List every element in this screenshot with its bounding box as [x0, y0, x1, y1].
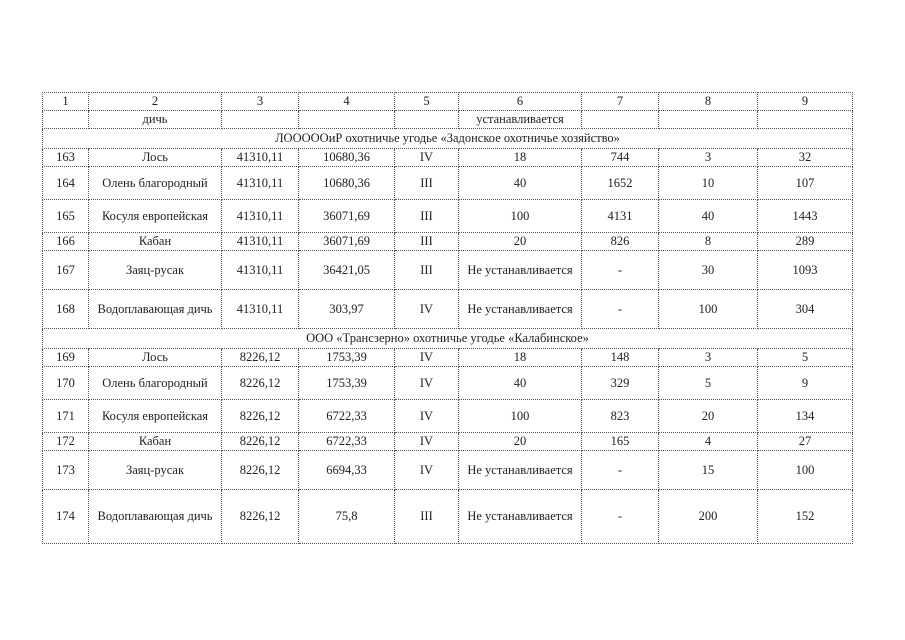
- table-cell: 1753,39: [299, 349, 395, 367]
- table-cell: 1093: [758, 251, 853, 290]
- table-cell: [659, 111, 758, 129]
- table-row: [43, 233, 853, 251]
- column-number: 1: [43, 93, 89, 111]
- column-number: 8: [659, 93, 758, 111]
- table-cell: 8226,12: [222, 433, 299, 451]
- row-number: 163: [43, 149, 89, 167]
- species-name: Лось: [89, 149, 222, 167]
- table-row: [43, 149, 853, 167]
- table-cell: 100: [758, 451, 853, 490]
- table-cell: [758, 111, 853, 129]
- table-cell: III: [395, 251, 459, 290]
- table-cell: 107: [758, 167, 853, 200]
- table-cell: [299, 111, 395, 129]
- table-cell: 165: [582, 433, 659, 451]
- table-cell: 15: [659, 451, 758, 490]
- section-header-row: [43, 129, 853, 149]
- table-cell: Не устанавливается: [459, 451, 582, 490]
- table-cell: III: [395, 167, 459, 200]
- table-cell: 10680,36: [299, 167, 395, 200]
- table-cell: 152: [758, 490, 853, 544]
- table-cell: IV: [395, 290, 459, 329]
- table-cell: 289: [758, 233, 853, 251]
- table-cell: -: [582, 490, 659, 544]
- table-row: [43, 200, 853, 233]
- table-cell: 20: [659, 400, 758, 433]
- table-cell: -: [582, 451, 659, 490]
- species-name: Заяц-русак: [89, 251, 222, 290]
- row-number: 172: [43, 433, 89, 451]
- column-number: 4: [299, 93, 395, 111]
- species-name: Косуля европейская: [89, 200, 222, 233]
- table-cell: 8226,12: [222, 400, 299, 433]
- table-cell: IV: [395, 451, 459, 490]
- table-cell: III: [395, 200, 459, 233]
- table-cell: 823: [582, 400, 659, 433]
- table-cell: 36071,69: [299, 233, 395, 251]
- table-cell: -: [582, 251, 659, 290]
- table-cell: Не устанавливается: [459, 251, 582, 290]
- table-cell: дичь: [89, 111, 222, 129]
- table-cell: [582, 111, 659, 129]
- table-cell: 27: [758, 433, 853, 451]
- table-cell: 41310,11: [222, 233, 299, 251]
- table-cell: 40: [459, 367, 582, 400]
- table-cell: III: [395, 490, 459, 544]
- row-number: 169: [43, 349, 89, 367]
- table-cell: 148: [582, 349, 659, 367]
- row-number: 165: [43, 200, 89, 233]
- table-cell: 8226,12: [222, 490, 299, 544]
- table-cell: 8226,12: [222, 349, 299, 367]
- table-cell: 1652: [582, 167, 659, 200]
- species-name: Водоплавающая дичь: [89, 290, 222, 329]
- table-cell: 329: [582, 367, 659, 400]
- table-cell: 3: [659, 149, 758, 167]
- table-cell: устанавливается: [459, 111, 582, 129]
- table-cell: 75,8: [299, 490, 395, 544]
- continuation-row: [43, 111, 853, 129]
- table-cell: 134: [758, 400, 853, 433]
- row-number: 170: [43, 367, 89, 400]
- table-cell: [395, 111, 459, 129]
- table-cell: 744: [582, 149, 659, 167]
- table-cell: 40: [659, 200, 758, 233]
- column-number: 2: [89, 93, 222, 111]
- table-cell: III: [395, 233, 459, 251]
- section-title: ООО «Трансзерно» охотничье угодье «Калабинское»: [43, 329, 853, 349]
- table-row: [43, 251, 853, 290]
- section-title: ЛОООООиР охотничье угодье «Задонское охотничье хозяйство»: [43, 129, 853, 149]
- row-number: 167: [43, 251, 89, 290]
- table-cell: 32: [758, 149, 853, 167]
- table-cell: 304: [758, 290, 853, 329]
- table-cell: IV: [395, 433, 459, 451]
- table-cell: 5: [758, 349, 853, 367]
- table-cell: 3: [659, 349, 758, 367]
- table-cell: 6722,33: [299, 433, 395, 451]
- column-number: 7: [582, 93, 659, 111]
- table-cell: 18: [459, 349, 582, 367]
- column-number: 9: [758, 93, 853, 111]
- species-name: Косуля европейская: [89, 400, 222, 433]
- table-row: [43, 433, 853, 451]
- table-row: [43, 167, 853, 200]
- table-cell: 100: [659, 290, 758, 329]
- table-cell: 100: [459, 400, 582, 433]
- row-number: 171: [43, 400, 89, 433]
- table-cell: 18: [459, 149, 582, 167]
- table-cell: 8: [659, 233, 758, 251]
- table-cell: 30: [659, 251, 758, 290]
- row-number: 168: [43, 290, 89, 329]
- table-cell: 20: [459, 433, 582, 451]
- species-name: Лось: [89, 349, 222, 367]
- table-cell: 41310,11: [222, 149, 299, 167]
- table-cell: IV: [395, 149, 459, 167]
- table-row: [43, 290, 853, 329]
- table-cell: 6722,33: [299, 400, 395, 433]
- table-cell: 36071,69: [299, 200, 395, 233]
- table-cell: IV: [395, 349, 459, 367]
- table-cell: 100: [459, 200, 582, 233]
- species-name: Кабан: [89, 233, 222, 251]
- table-row: [43, 367, 853, 400]
- table-cell: [43, 111, 89, 129]
- table-cell: 36421,05: [299, 251, 395, 290]
- table-cell: 200: [659, 490, 758, 544]
- column-number: 5: [395, 93, 459, 111]
- table-cell: 9: [758, 367, 853, 400]
- species-name: Водоплавающая дичь: [89, 490, 222, 544]
- species-name: Олень благородный: [89, 167, 222, 200]
- table-cell: [222, 111, 299, 129]
- row-number: 164: [43, 167, 89, 200]
- column-number-row: [43, 93, 853, 111]
- table-cell: 1443: [758, 200, 853, 233]
- table-cell: 826: [582, 233, 659, 251]
- species-name: Олень благородный: [89, 367, 222, 400]
- species-name: Заяц-русак: [89, 451, 222, 490]
- table-cell: -: [582, 290, 659, 329]
- table-cell: Не устанавливается: [459, 290, 582, 329]
- table-cell: 8226,12: [222, 367, 299, 400]
- table-cell: IV: [395, 367, 459, 400]
- table-cell: 5: [659, 367, 758, 400]
- section-header-row: [43, 329, 853, 349]
- table-cell: Не устанавливается: [459, 490, 582, 544]
- table-row: [43, 400, 853, 433]
- table-cell: 41310,11: [222, 200, 299, 233]
- table-cell: IV: [395, 400, 459, 433]
- table-cell: 10680,36: [299, 149, 395, 167]
- table-cell: 4: [659, 433, 758, 451]
- species-name: Кабан: [89, 433, 222, 451]
- table-cell: 6694,33: [299, 451, 395, 490]
- row-number: 166: [43, 233, 89, 251]
- table-cell: 1753,39: [299, 367, 395, 400]
- table-row: [43, 349, 853, 367]
- table-cell: 4131: [582, 200, 659, 233]
- table-cell: 41310,11: [222, 290, 299, 329]
- table-cell: 10: [659, 167, 758, 200]
- table-cell: 8226,12: [222, 451, 299, 490]
- table-row: [43, 490, 853, 544]
- table-cell: 20: [459, 233, 582, 251]
- hunting-quota-table: [42, 92, 853, 544]
- table-cell: 41310,11: [222, 251, 299, 290]
- column-number: 6: [459, 93, 582, 111]
- table-cell: 41310,11: [222, 167, 299, 200]
- column-number: 3: [222, 93, 299, 111]
- row-number: 174: [43, 490, 89, 544]
- table-cell: 40: [459, 167, 582, 200]
- row-number: 173: [43, 451, 89, 490]
- table-cell: 303,97: [299, 290, 395, 329]
- table-row: [43, 451, 853, 490]
